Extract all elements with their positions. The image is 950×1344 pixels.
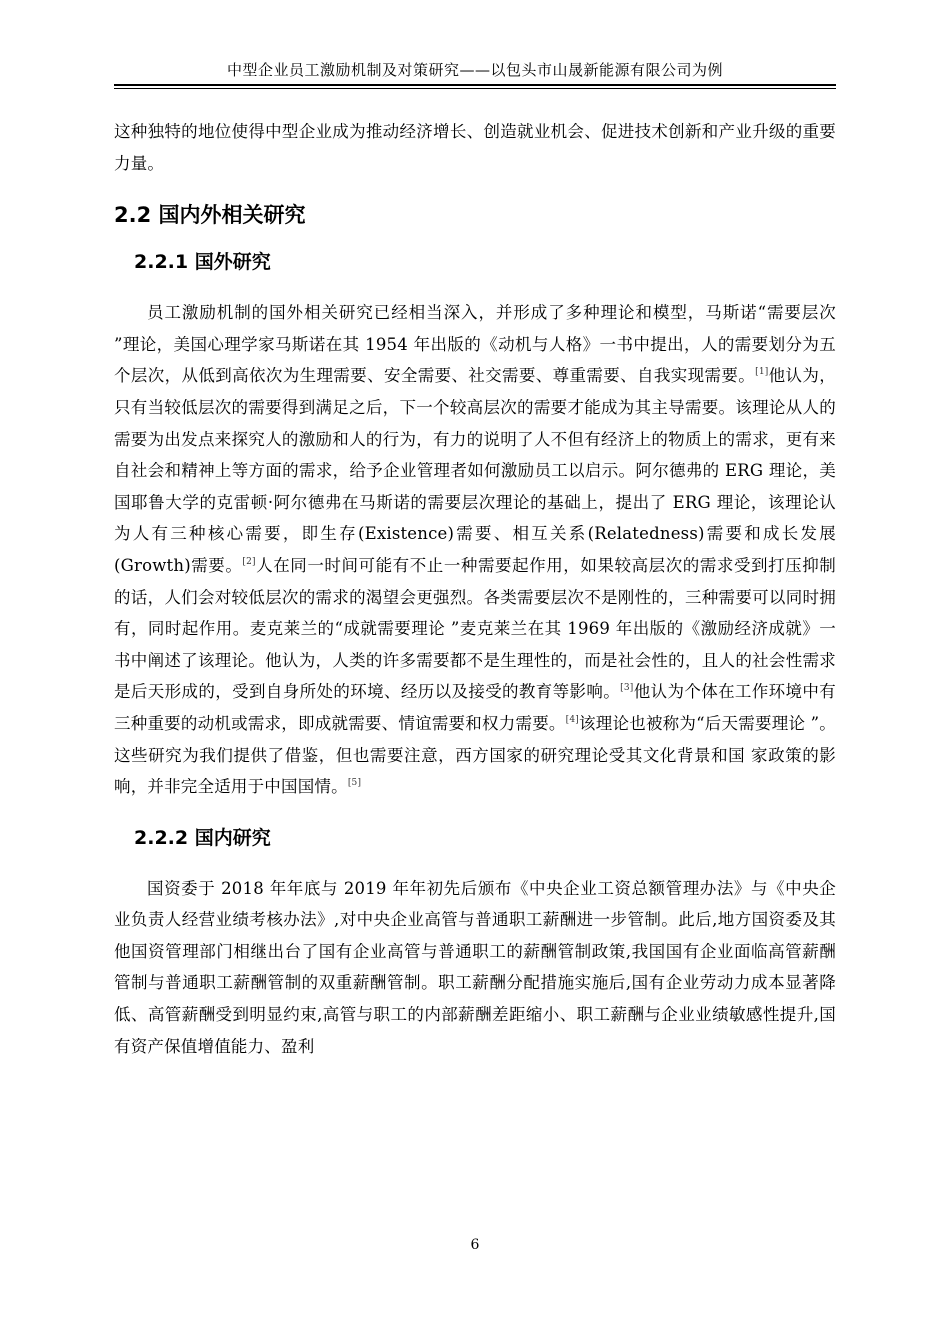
page-body xyxy=(114,116,836,1062)
page-number: 6 xyxy=(470,1237,480,1253)
paragraph-text: 员工激励机制的国外相关研究已经相当深入，并形成了多种理论和模型，马斯诺“需要层次 ”理论，美国心理学家马斯诺在其 1954 年出版的《动机与人格》一书中提出，人的需要划分为五个层次，从低到高依次为生理需要、安全需要、社交需要、尊重需要、自我实现需要。 xyxy=(114,303,836,386)
header-rule-thin xyxy=(114,88,836,89)
paragraph-text: 该理论也被称为“后天需要理论 ”。这些研究为我们提供了借鉴，但也需要注意，西方国家的研究理论受其文化背景和国 家政策的影响，并非完全适用于中国国情。 xyxy=(114,713,837,797)
foreign-research-paragraph xyxy=(114,297,836,803)
header-rule-thick xyxy=(114,84,836,86)
paragraph-text: 他认为个体在工作环境中有三种重要的动机或需求，即成就需要、情谊需要和权力需要。 xyxy=(114,682,836,733)
domestic-research-paragraph: 国资委于 2018 年年底与 2019 年年初先后颁布《中央企业工资总额管理办法》与《中央企业负责人经营业绩考核办法》,对中央企业高管与普通职工薪酬进一步管制。此后,地方国资委及其他国资管理部门相继出台了国有企业高管与普通职工的薪酬管制政策,我国国有企业面临高管薪酬管制与普通职工薪酬管制的双重薪酬管制。职工薪酬分配措施实施后,国有企业劳动力成本显著降低、高管薪酬受到明显约束,高管与职工的内部薪酬差距缩小、职工薪酬与企业业绩敏感性提升,国有资产保值增值能力、盈利 xyxy=(114,878,836,1056)
intro-paragraph: 这种独特的地位使得中型企业成为推动经济增长、创造就业机会、促进技术创新和产业升级的重要力量。 xyxy=(114,122,836,173)
paragraph-text: 人在同一时间可能有不止一种需要起作用，如果较高层次的需求受到打压抑制的话，人们会对较低层次的需求的渴望会更强烈。各类需要层次不是刚性的，三种需要可以同时拥有，同时起作用。麦克莱兰的“成就需要理论 ”麦克莱兰在其 1969 年出版的《激励经济成就》一书中阐述了该理论。他认为，人类的许多需要都不是生理性的，而是社会性的，且人的社会性需求是后天形成的，受到自身所处的环境、经历以及接受的教育等影响。 xyxy=(114,555,836,702)
section-heading-2-2: 2.2 国内外相关研究 xyxy=(114,203,306,228)
running-header: 中型企业员工激励机制及对策研究——以包头市山晟新能源有限公司为例 xyxy=(226,61,723,79)
citation-4: [4] xyxy=(565,714,580,725)
citation-2: [2] xyxy=(242,556,256,567)
paragraph-text: 他认为，只有当较低层次的需要得到满足之后，下一个较高层次的需要才能成为其主导需要。该理论从人的需要为出发点来探究人的激励和人的行为，有力的说明了人不但有经济上的物质上的需求，更有来自社会和精神上等方面的需求，给予企业管理者如何激励员工以启示。阿尔德弗的 ERG 理论，美国耶鲁大学的克雷顿·阿尔德弗在马斯诺的需要层次理论的基础上，提出了 ERG 理论，该理论认为人有三种核心需要，即生存(Existence)需要、相互关系(Relatedness)需要和成长发展(Growth)需要。 xyxy=(114,366,836,575)
subsection-heading-2-2-1: 2.2.1 国外研究 xyxy=(134,251,271,274)
subsection-heading-2-2-2: 2.2.2 国内研究 xyxy=(134,826,271,849)
citation-1: [1] xyxy=(755,367,769,378)
citation-5: [5] xyxy=(347,778,362,789)
citation-3: [3] xyxy=(620,683,634,694)
